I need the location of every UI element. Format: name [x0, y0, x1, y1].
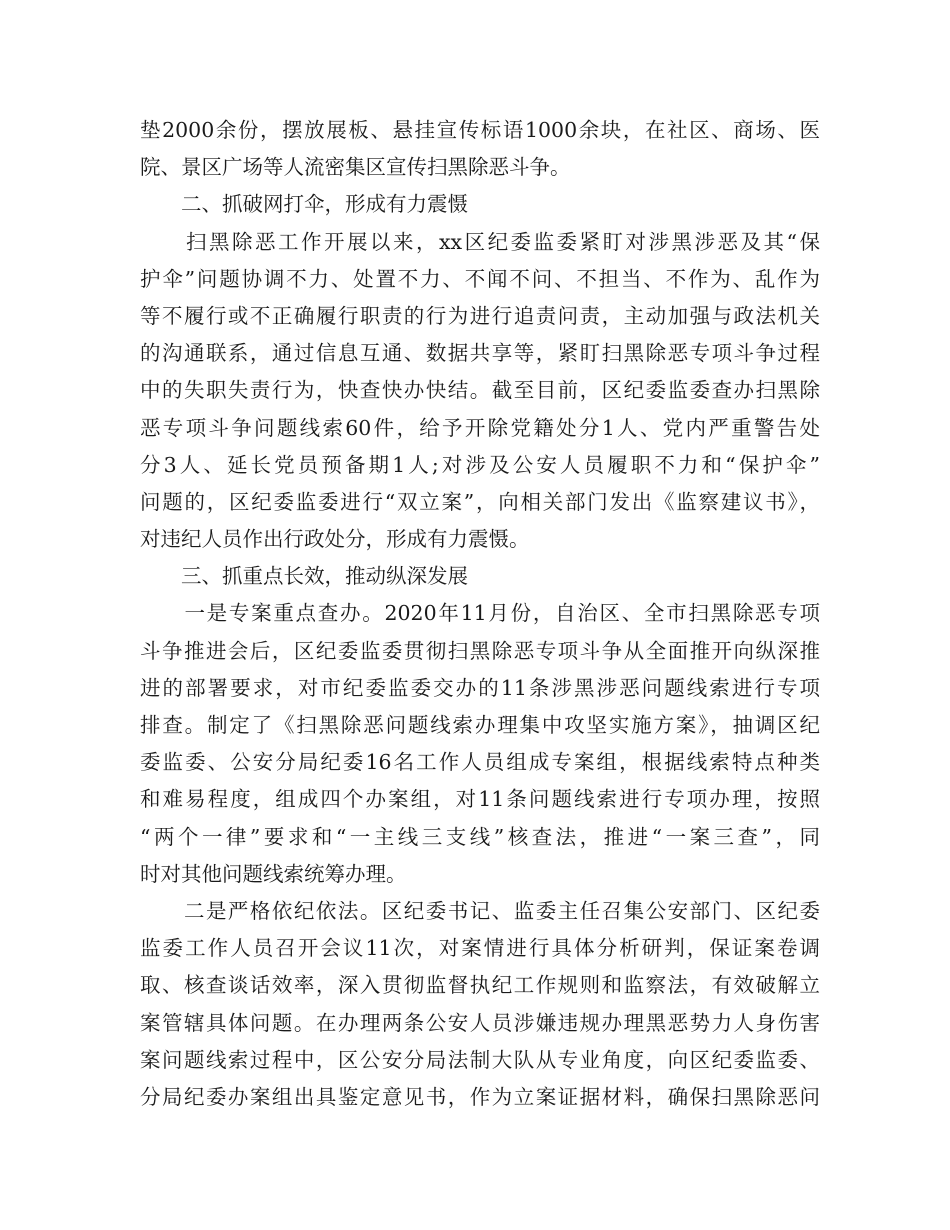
text-line: 时对其他问题线索统筹办理。: [140, 861, 407, 886]
text-line: 和难易程度，组成四个办案组，对11条问题线索进行专项办理，按照: [140, 787, 820, 812]
text-line: 扫黑除恶工作开展以来，xx区纪委监委紧盯对涉黑涉恶及其“保: [140, 229, 820, 254]
text-line: 进的部署要求，对市纪委监委交办的11条涉黑涉恶问题线索进行专项: [140, 675, 820, 700]
text-line: 的沟通联系，通过信息互通、数据共享等，紧盯扫黑除恶专项斗争过程: [140, 341, 820, 366]
text-line: 中的失职失责行为，快查快办快结。截至目前，区纪委监委查办扫黑除: [140, 378, 820, 403]
text-line: 等不履行或不正确履行职责的行为进行追责问责，主动加强与政法机关: [140, 303, 820, 328]
text-line: 垫2000余份，摆放展板、悬挂宣传标语1000余块，在社区、商场、医: [140, 118, 820, 142]
text-line: 分3人、延长党员预备期1人;对涉及公安人员履职不力和“保护伞”: [140, 452, 820, 477]
text-line: 监委工作人员召开会议11次，对案情进行具体分析研判，保证案卷调: [140, 936, 820, 961]
text-line: 排查。制定了《扫黑除恶问题线索办理集中攻坚实施方案》，抽调区纪: [140, 713, 820, 737]
text-line: 委监委、公安分局纪委16名工作人员组成专案组，根据线索特点种类: [140, 750, 820, 775]
text-line: 斗争推进会后，区纪委监委贯彻扫黑除恶专项斗争从全面推开向纵深推: [140, 638, 820, 663]
text-line: 二是严格依纪依法。区纪委书记、监委主任召集公安部门、区纪委: [140, 898, 820, 923]
text-line: 恶专项斗争问题线索60件，给予开除党籍处分1人、党内严重警告处: [140, 415, 820, 440]
text-line: 案问题线索过程中，区公安分局法制大队从专业角度，向区纪委监委、: [140, 1047, 820, 1072]
text-line: 案管辖具体问题。在办理两条公安人员涉嫌违规办理黑恶势力人身伤害: [140, 1010, 820, 1035]
text-line: 一是专案重点查办。2020年11月份，自治区、全市扫黑除恶专项: [140, 601, 820, 626]
text-line: 二、抓破网打伞，形成有力震慑: [140, 192, 468, 217]
text-line: 取、核查谈话效率，深入贯彻监督执纪工作规则和监察法，有效破解立: [140, 973, 820, 998]
text-line: 对违纪人员作出行政处分，形成有力震慑。: [140, 527, 530, 552]
text-line: “两个一律”要求和“一主线三支线”核查法，推进“一案三查”，同: [140, 824, 820, 849]
text-line: 护伞”问题协调不力、处置不力、不闻不问、不担当、不作为、乱作为: [140, 266, 820, 291]
text-line: 分局纪委办案组出具鉴定意见书，作为立案证据材料，确保扫黑除恶问: [140, 1084, 820, 1109]
text-line: 院、景区广场等人流密集区宣传扫黑除恶斗争。: [140, 155, 571, 180]
text-line: 问题的，区纪委监委进行“双立案”，向相关部门发出《监察建议书》，: [140, 489, 820, 514]
document-body: [140, 112, 820, 1116]
text-line: 三、抓重点长效，推动纵深发展: [140, 564, 468, 589]
